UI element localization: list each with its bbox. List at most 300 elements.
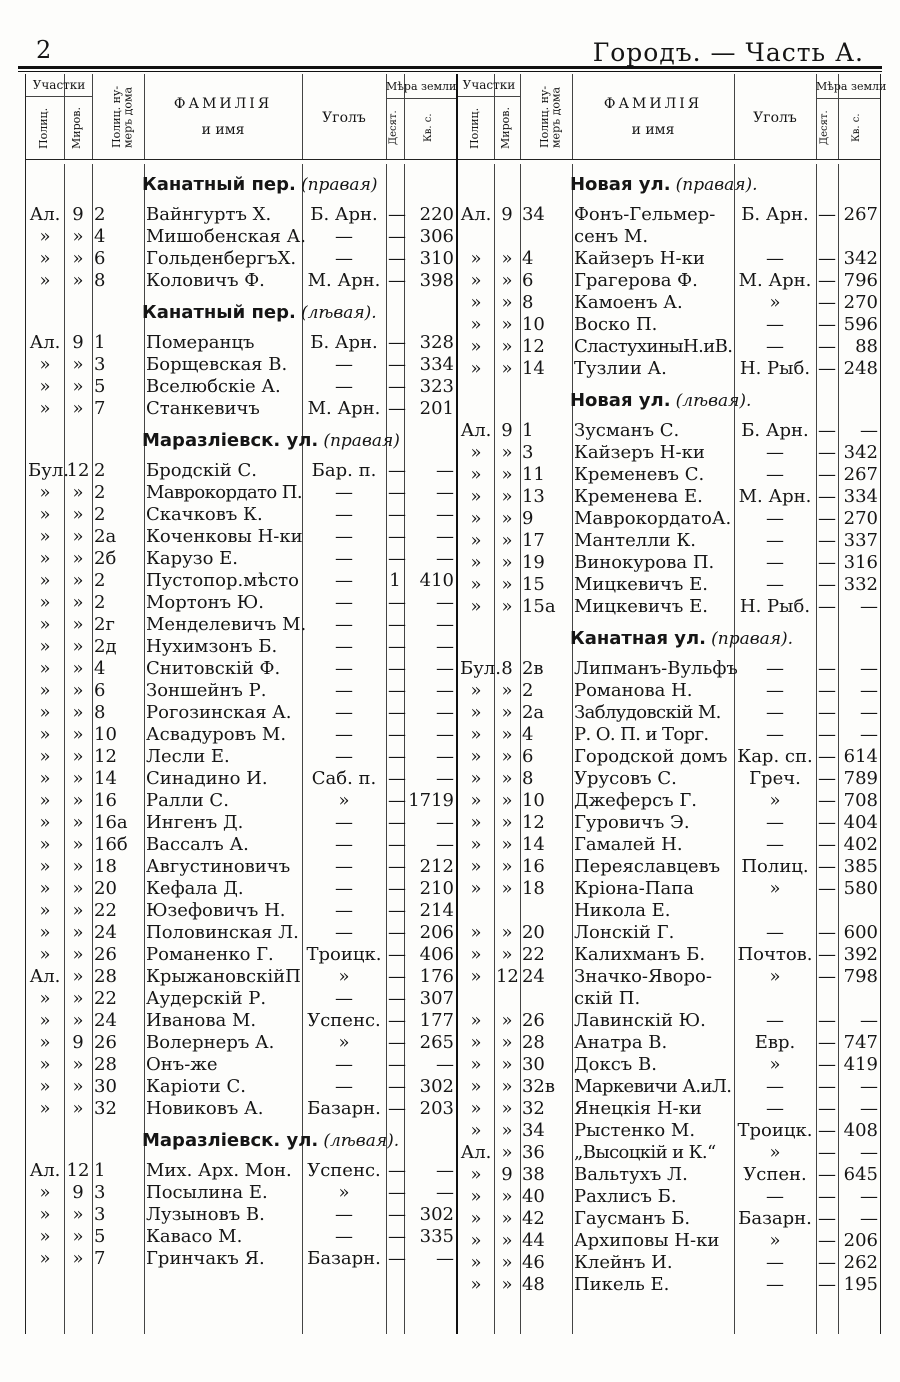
cell-house-number: 32в: [521, 1076, 556, 1097]
cell-house-number: 30: [94, 1076, 117, 1097]
cell-kv-sazhen: 334: [419, 354, 454, 375]
cell-polits: »: [470, 1032, 482, 1053]
cell-desyat: —: [817, 464, 836, 485]
cell-mirov: »: [501, 292, 513, 313]
cell-polits: Бул.: [28, 460, 69, 481]
cell-corner: »: [769, 966, 781, 987]
cell-family-name: Значко-Яворо-: [573, 966, 712, 987]
cell-mirov: 9: [501, 204, 513, 225]
cell-house-number: 4: [521, 248, 534, 269]
cell-kv-sazhen: 306: [419, 226, 454, 247]
running-head: Городъ. — Часть А.: [592, 38, 864, 67]
cell-desyat: —: [817, 834, 836, 855]
cell-kv-sazhen: —: [436, 724, 454, 745]
cell-polits: »: [39, 1032, 51, 1053]
cell-mirov: »: [501, 746, 513, 767]
cell-family-name: Юзефовичъ Н.: [146, 900, 286, 921]
cell-house-number: 2: [94, 460, 106, 481]
cell-kv-sazhen: —: [436, 812, 454, 833]
cell-house-number: 26: [94, 1032, 117, 1053]
cell-house-number: 15а: [521, 596, 556, 617]
cell-polits: Ал.: [460, 1142, 492, 1163]
cell-house-number: 32: [94, 1098, 117, 1119]
cell-family-name: Кайзеръ Н-ки: [573, 442, 705, 463]
cell-mirov: »: [501, 1054, 513, 1075]
cell-kv-sazhen: 747: [843, 1032, 878, 1053]
cell-polits: »: [39, 398, 51, 419]
table-row: [458, 834, 880, 856]
header-familia: ФАМИЛІЯ: [173, 96, 273, 112]
cell-kv-sazhen: 708: [843, 790, 878, 811]
cell-family-name: Заблудовскій М.: [573, 702, 721, 723]
table-row: [458, 658, 880, 680]
table-row: [458, 966, 880, 988]
cell-desyat: —: [817, 1120, 836, 1141]
cell-corner: Троицк.: [306, 944, 382, 965]
cell-desyat: —: [817, 702, 836, 723]
cell-desyat: —: [817, 1098, 836, 1119]
table-row: [26, 1076, 456, 1098]
cell-corner: —: [335, 988, 353, 1009]
cell-mirov: »: [501, 1252, 513, 1273]
cell-polits: »: [39, 570, 51, 591]
cell-corner: Базарн.: [307, 1098, 381, 1119]
cell-desyat: —: [388, 944, 406, 965]
table-row: [26, 1226, 456, 1248]
cell-family-name: Кременевъ С.: [573, 464, 705, 485]
cell-corner: —: [765, 1098, 784, 1119]
table-row: [458, 530, 880, 552]
cell-mirov: »: [72, 526, 84, 547]
table-row: [458, 900, 880, 922]
cell-kv-sazhen: —: [436, 636, 454, 657]
cell-family-name: Рыстенко М.: [573, 1120, 696, 1141]
cell-desyat: —: [817, 1076, 836, 1097]
cell-kv-sazhen: —: [859, 658, 878, 679]
table-row: [458, 1142, 880, 1164]
cell-polits: Ал.: [460, 204, 492, 225]
cell-mirov: »: [501, 552, 513, 573]
column-divider: [144, 74, 145, 159]
cell-family-name: Каріоти С.: [146, 1076, 246, 1097]
cell-kv-sazhen: 334: [843, 486, 878, 507]
cell-house-number: 11: [521, 464, 545, 485]
cell-corner: Полиц.: [741, 856, 809, 877]
cell-house-number: 6: [94, 680, 106, 701]
cell-corner: М. Арн.: [307, 398, 381, 419]
cell-kv-sazhen: —: [859, 1010, 878, 1031]
cell-mirov: »: [72, 1010, 84, 1031]
cell-desyat: —: [817, 790, 836, 811]
street-name: Канатная ул.: [569, 628, 707, 649]
cell-house-number: 2а: [94, 526, 117, 547]
cell-mirov: »: [72, 966, 84, 987]
cell-corner: —: [335, 636, 353, 657]
cell-desyat: —: [388, 504, 406, 525]
street-heading: [26, 298, 456, 328]
table-row: [458, 724, 880, 746]
street-side: (правая).: [675, 175, 758, 195]
table-row: [26, 592, 456, 614]
cell-corner: —: [765, 1252, 784, 1273]
cell-polits: »: [470, 966, 482, 987]
cell-family-name: Лонскій Г.: [573, 922, 675, 943]
cell-desyat: —: [388, 1054, 406, 1075]
cell-mirov: 9: [72, 204, 84, 225]
cell-family-name: Ралли С.: [146, 790, 229, 811]
cell-corner: Б. Арн.: [310, 332, 378, 353]
cell-kv-sazhen: —: [436, 592, 454, 613]
cell-family-name: Урусовъ С.: [573, 768, 677, 789]
street-heading: [458, 624, 880, 654]
cell-corner: М. Арн.: [738, 270, 812, 291]
cell-corner: —: [765, 1186, 784, 1207]
cell-kv-sazhen: —: [859, 680, 878, 701]
header-imya: и имя: [201, 122, 245, 138]
cell-kv-sazhen: —: [436, 1182, 454, 1203]
cell-kv-sazhen: 176: [419, 966, 454, 987]
cell-mirov: »: [501, 574, 513, 595]
cell-house-number: 1: [94, 1160, 106, 1181]
table-row: [26, 922, 456, 944]
cell-mirov: »: [72, 702, 84, 723]
cell-house-number: 2: [94, 570, 106, 591]
top-rule: [18, 66, 882, 69]
cell-corner: —: [765, 1076, 784, 1097]
cell-mirov: »: [72, 376, 84, 397]
cell-mirov: »: [501, 1274, 513, 1295]
cell-house-number: 40: [521, 1186, 545, 1207]
cell-mirov: »: [501, 768, 513, 789]
cell-house-number: 34: [521, 204, 545, 225]
right-half: [458, 74, 887, 1334]
cell-desyat: —: [388, 922, 406, 943]
cell-house-number: 46: [521, 1252, 545, 1273]
cell-kv-sazhen: 335: [419, 1226, 454, 1247]
cell-corner: Базарн.: [738, 1208, 812, 1229]
cell-corner: —: [335, 856, 353, 877]
table-row: [26, 856, 456, 878]
cell-mirov: »: [72, 504, 84, 525]
street-name: Маразліевск. ул.: [142, 1130, 319, 1151]
cell-corner: М. Арн.: [738, 486, 812, 507]
cell-kv-sazhen: 332: [843, 574, 878, 595]
street-heading: [458, 170, 880, 200]
cell-kv-sazhen: 248: [843, 358, 878, 379]
cell-house-number: 3: [94, 1182, 106, 1203]
cell-house-number: 6: [94, 248, 106, 269]
cell-corner: »: [769, 1142, 781, 1163]
header-uchastki: Участки: [462, 78, 516, 92]
table-row: [458, 812, 880, 834]
cell-mirov: »: [72, 1054, 84, 1075]
table-row: [458, 922, 880, 944]
cell-corner: —: [335, 900, 353, 921]
cell-polits: Ал.: [29, 332, 61, 353]
cell-desyat: —: [817, 442, 836, 463]
cell-house-number: 2а: [521, 702, 545, 723]
cell-corner: »: [769, 878, 781, 899]
cell-family-name: Анатра В.: [573, 1032, 668, 1053]
cell-polits: »: [470, 464, 482, 485]
cell-family-name: Половинская Л.: [146, 922, 299, 943]
cell-family-name: Клейнъ И.: [573, 1252, 673, 1273]
cell-family-name: Кавасо М.: [146, 1226, 243, 1247]
cell-corner: »: [338, 1182, 350, 1203]
cell-desyat: —: [817, 812, 836, 833]
cell-desyat: —: [388, 658, 406, 679]
cell-desyat: —: [388, 482, 406, 503]
cell-family-name: Пикель Е.: [573, 1274, 670, 1295]
table-row: [458, 1252, 880, 1274]
column-header: [458, 74, 887, 160]
cell-family-name: Ингенъ Д.: [146, 812, 244, 833]
cell-mirov: »: [501, 248, 513, 269]
cell-house-number: 10: [521, 790, 545, 811]
cell-mirov: »: [72, 922, 84, 943]
cell-family-name: Лесли Е.: [146, 746, 230, 767]
cell-mirov: »: [501, 878, 513, 899]
cell-corner: —: [765, 574, 784, 595]
street-name: Канатный пер.: [142, 302, 296, 323]
cell-mirov: »: [501, 508, 513, 529]
cell-house-number: 5: [94, 1226, 106, 1247]
cell-desyat: —: [817, 1208, 836, 1229]
cell-desyat: —: [817, 1274, 836, 1295]
cell-desyat: —: [388, 966, 406, 987]
cell-house-number: 28: [521, 1032, 545, 1053]
column-divider: [572, 74, 573, 159]
cell-kv-sazhen: 302: [419, 1204, 454, 1225]
cell-polits: »: [470, 442, 482, 463]
table-row: [458, 988, 880, 1010]
cell-polits: »: [470, 574, 482, 595]
cell-kv-sazhen: 342: [843, 248, 878, 269]
cell-desyat: —: [817, 204, 836, 225]
cell-house-number: 4: [521, 724, 534, 745]
cell-family-name: Джеферсъ Г.: [573, 790, 697, 811]
cell-desyat: —: [388, 460, 406, 481]
cell-house-number: 9: [521, 508, 534, 529]
cell-kv-sazhen: 402: [843, 834, 878, 855]
cell-polits: »: [470, 1274, 482, 1295]
cell-house-number: 2г: [94, 614, 115, 635]
cell-kv-sazhen: 789: [843, 768, 878, 789]
header-kv: Кв. с.: [422, 113, 434, 143]
cell-family-name: Кефала Д.: [146, 878, 244, 899]
cell-house-number: 8: [521, 292, 534, 313]
cell-family-name: Гуровичъ Э.: [573, 812, 690, 833]
cell-house-number: 2: [94, 482, 106, 503]
cell-kv-sazhen: —: [436, 504, 454, 525]
cell-kv-sazhen: —: [859, 1098, 878, 1119]
cell-desyat: —: [388, 856, 406, 877]
table-row: [458, 1208, 880, 1230]
cell-family-name: Вассалъ А.: [146, 834, 249, 855]
cell-mirov: »: [72, 900, 84, 921]
table-row: [458, 420, 880, 442]
cell-polits: »: [39, 376, 51, 397]
cell-polits: »: [470, 336, 482, 357]
table-row: [26, 1054, 456, 1076]
cell-desyat: —: [817, 746, 836, 767]
cell-desyat: —: [388, 1248, 406, 1269]
cell-corner: —: [335, 658, 353, 679]
cell-house-number: 28: [94, 966, 117, 987]
header-uchastki-rule: [26, 96, 92, 97]
cell-kv-sazhen: —: [436, 768, 454, 789]
cell-family-name: Новиковъ А.: [146, 1098, 264, 1119]
cell-desyat: —: [388, 270, 406, 291]
cell-desyat: —: [388, 768, 406, 789]
cell-polits: »: [470, 944, 482, 965]
table-row: [458, 1120, 880, 1142]
cell-house-number: 2в: [521, 658, 544, 679]
cell-family-name: Синадино И.: [146, 768, 268, 789]
cell-house-number: 3: [94, 1204, 106, 1225]
cell-house-number: 42: [521, 1208, 545, 1229]
cell-kv-sazhen: 385: [843, 856, 878, 877]
header-familia: ФАМИЛІЯ: [603, 96, 703, 112]
cell-polits: »: [39, 526, 51, 547]
table-row: [26, 526, 456, 548]
cell-family-name: Фонъ-Гельмер-: [573, 204, 716, 225]
header-imya: и имя: [631, 122, 675, 138]
cell-kv-sazhen: 600: [843, 922, 878, 943]
cell-polits: »: [470, 1186, 482, 1207]
cell-family-name: „Высоцкій и К.“: [573, 1142, 716, 1163]
cell-polits: »: [470, 1230, 482, 1251]
cell-mirov: »: [501, 596, 513, 617]
cell-mirov: »: [501, 270, 513, 291]
cell-family-name: Романова Н.: [573, 680, 693, 701]
table-row: [458, 508, 880, 530]
cell-family-name: Аудерскій Р.: [146, 988, 267, 1009]
cell-house-number: 24: [94, 1010, 117, 1031]
table-row: [26, 658, 456, 680]
cell-corner: —: [335, 592, 353, 613]
table-row: [458, 314, 880, 336]
cell-house-number: 2: [521, 680, 534, 701]
cell-mirov: »: [72, 680, 84, 701]
table-row: [458, 270, 880, 292]
cell-kv-sazhen: 796: [843, 270, 878, 291]
cell-desyat: —: [817, 878, 836, 899]
cell-family-name: Станкевичъ: [146, 398, 260, 419]
cell-corner: —: [335, 1204, 353, 1225]
table-row: [26, 900, 456, 922]
cell-family-name: Калихманъ Б.: [573, 944, 706, 965]
cell-family-name: Рогозинская А.: [146, 702, 292, 723]
table-row: [458, 464, 880, 486]
cell-mirov: »: [72, 658, 84, 679]
cell-family-name: Воско П.: [573, 314, 658, 335]
cell-desyat: —: [388, 900, 406, 921]
cell-corner: —: [335, 1226, 353, 1247]
cell-family-name: Пустопор.мѣсто: [146, 570, 299, 591]
cell-house-number: 16б: [94, 834, 128, 855]
cell-desyat: —: [388, 204, 406, 225]
cell-mirov: »: [72, 1204, 84, 1225]
cell-mirov: 9: [501, 420, 513, 441]
cell-polits: Ал.: [29, 966, 61, 987]
cell-family-name: Гаусманъ Б.: [573, 1208, 691, 1229]
cell-kv-sazhen: —: [436, 834, 454, 855]
table-row: [458, 1010, 880, 1032]
cell-house-number: 16а: [94, 812, 128, 833]
cell-corner: —: [335, 812, 353, 833]
cell-house-number: 2: [94, 592, 106, 613]
cell-desyat: —: [388, 1010, 406, 1031]
cell-polits: »: [39, 1076, 51, 1097]
table-row: [26, 1032, 456, 1054]
table-row: [458, 336, 880, 358]
cell-polits: »: [470, 1252, 482, 1273]
cell-polits: »: [470, 530, 482, 551]
cell-house-number: 18: [94, 856, 117, 877]
table-row: [458, 680, 880, 702]
cell-mirov: »: [72, 248, 84, 269]
cell-kv-sazhen: 212: [419, 856, 454, 877]
cell-corner: —: [765, 658, 784, 679]
cell-corner: Кар. сп.: [737, 746, 813, 767]
cell-corner: —: [335, 504, 353, 525]
cell-house-number: 26: [521, 1010, 545, 1031]
cell-corner: Евр.: [754, 1032, 796, 1053]
table-row: [26, 790, 456, 812]
cell-desyat: —: [817, 292, 836, 313]
cell-house-number: 30: [521, 1054, 545, 1075]
cell-polits: »: [470, 292, 482, 313]
cell-desyat: —: [388, 702, 406, 723]
cell-kv-sazhen: —: [436, 526, 454, 547]
table-row: [458, 790, 880, 812]
cell-corner: Н. Рыб.: [739, 596, 811, 617]
cell-family-name: Рахлисъ Б.: [573, 1186, 677, 1207]
cell-family-name: Никола Е.: [573, 900, 671, 921]
header-kv: Кв. с.: [851, 113, 863, 143]
cell-polits: Ал.: [460, 420, 492, 441]
table-row: [458, 486, 880, 508]
cell-polits: »: [39, 878, 51, 899]
cell-corner: —: [335, 922, 353, 943]
cell-kv-sazhen: 404: [843, 812, 878, 833]
cell-mirov: »: [72, 1248, 84, 1269]
cell-desyat: —: [817, 724, 836, 745]
cell-polits: »: [39, 504, 51, 525]
cell-family-name: Архиповы Н-ки: [573, 1230, 720, 1251]
cell-house-number: 12: [521, 336, 545, 357]
cell-polits: »: [39, 636, 51, 657]
cell-desyat: —: [817, 966, 836, 987]
cell-family-name: Мантелли К.: [573, 530, 696, 551]
cell-mirov: »: [501, 834, 513, 855]
table-row: [458, 1098, 880, 1120]
cell-mirov: 9: [72, 1032, 84, 1053]
header-nomer: Полиц. ну-меръ дома: [110, 85, 135, 149]
cell-kv-sazhen: 645: [843, 1164, 878, 1185]
cell-kv-sazhen: 1719: [408, 790, 454, 811]
cell-polits: Ал.: [29, 204, 61, 225]
cell-mirov: »: [501, 314, 513, 335]
table-row: [26, 966, 456, 988]
header-mera: Мѣра земли: [386, 80, 457, 93]
cell-kv-sazhen: —: [859, 1186, 878, 1207]
cell-family-name: Р. О. П. и Торг.: [573, 724, 709, 745]
cell-desyat: —: [817, 1164, 836, 1185]
cell-kv-sazhen: —: [436, 460, 454, 481]
cell-desyat: —: [388, 592, 406, 613]
